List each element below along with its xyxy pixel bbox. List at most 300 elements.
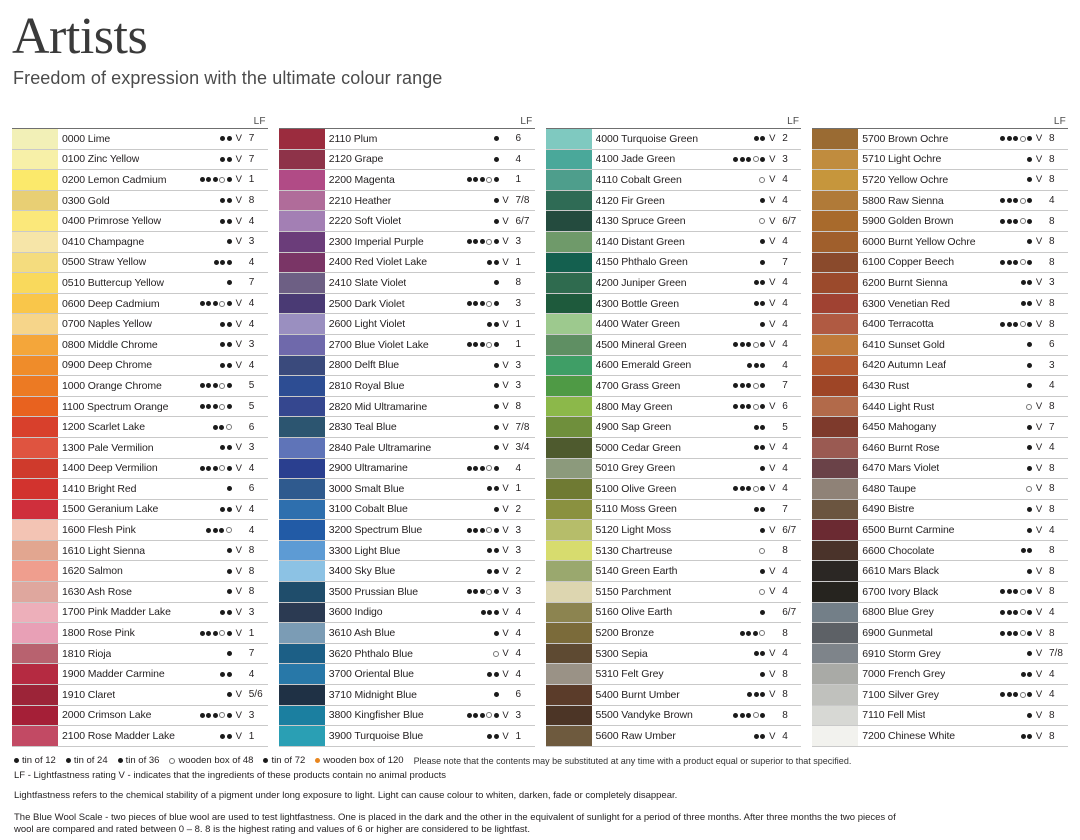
legend-dot-icon: [169, 758, 175, 764]
colour-swatch: [279, 685, 325, 705]
lightfastness-value: 4: [782, 483, 788, 495]
colour-row: [12, 582, 268, 603]
set-availability-dots: [1000, 692, 1032, 698]
colour-row-body: [325, 356, 535, 376]
lightfastness-value: 4: [782, 359, 788, 371]
colour-row: [546, 273, 802, 294]
set-dot-icon: [1013, 219, 1018, 224]
set-availability-dots: [754, 445, 766, 450]
colour-row-meta: [730, 401, 800, 412]
set-availability-dots: [733, 404, 765, 410]
set-dot-icon: [494, 425, 499, 430]
colour-name: 1900 Madder Carmine: [62, 668, 165, 681]
lightfastness-value: 8: [1049, 462, 1055, 474]
set-dot-icon: [1027, 548, 1032, 553]
lightfastness-value: 4: [782, 174, 788, 186]
colour-row-meta: [217, 154, 267, 165]
set-availability-dots: [754, 425, 766, 430]
colour-row-meta: [757, 236, 800, 247]
colour-name: 5010 Grey Green: [595, 462, 676, 475]
set-availability-dots: [733, 712, 765, 718]
colour-row: [279, 397, 535, 418]
set-dot-icon: [760, 280, 765, 285]
colour-row: [812, 438, 1068, 459]
colour-row-body: [325, 314, 535, 334]
set-availability-dots: [467, 712, 499, 718]
set-dot-icon: [760, 734, 765, 739]
set-dot-icon: [467, 239, 472, 244]
lf-column-header: LF: [253, 116, 266, 127]
colour-row: [812, 191, 1068, 212]
set-dot-icon: [220, 734, 225, 739]
lightfastness-value: 6: [515, 133, 522, 145]
colour-row-meta: [217, 607, 267, 618]
colour-row: [12, 356, 268, 377]
set-dot-icon: [486, 712, 492, 718]
colour-name: 3710 Midnight Blue: [328, 688, 417, 701]
set-availability-dots: [1000, 259, 1032, 265]
colour-row-body: [58, 623, 268, 643]
colour-row: [812, 664, 1068, 685]
colour-name: 0900 Deep Chrome: [62, 359, 153, 372]
lightfastness-value: 3: [515, 380, 522, 392]
set-availability-dots: [1027, 363, 1032, 368]
colour-row-meta: [756, 216, 800, 227]
set-dot-icon: [746, 342, 751, 347]
legend-dot-icon: [118, 758, 123, 763]
colour-swatch: [812, 644, 858, 664]
colour-row: [546, 479, 802, 500]
legend-note: Please note that the contents may be substituted at any time with a product equal or superior to that specified.: [413, 755, 852, 766]
set-dot-icon: [219, 528, 224, 533]
colour-swatch: [12, 376, 58, 396]
set-dot-icon: [747, 363, 752, 368]
lightfastness-value: 4: [782, 565, 788, 577]
set-dot-icon: [494, 239, 499, 244]
colour-row-body: [592, 479, 802, 499]
set-availability-dots: [200, 301, 232, 307]
vegan-marker: V: [235, 174, 242, 186]
colour-name: 2100 Rose Madder Lake: [62, 730, 175, 743]
vegan-marker: V: [502, 524, 509, 536]
set-dot-icon: [220, 198, 225, 203]
set-availability-dots: [733, 156, 765, 162]
set-dot-icon: [1013, 322, 1018, 327]
colour-row-meta: [491, 360, 534, 371]
set-dot-icon: [1000, 589, 1005, 594]
set-availability-dots: [754, 507, 766, 512]
colour-row-meta: [756, 586, 800, 597]
colour-row-meta: [484, 257, 534, 268]
set-availability-dots: [747, 363, 765, 368]
vegan-marker: V: [502, 709, 509, 721]
colour-row-body: [592, 623, 802, 643]
set-dot-icon: [1027, 177, 1032, 182]
colour-row-meta: [1018, 298, 1068, 309]
colour-row: [812, 129, 1068, 150]
colour-row-body: [325, 664, 535, 684]
set-dot-icon: [746, 157, 751, 162]
set-availability-dots: [760, 610, 765, 615]
set-availability-dots: [760, 198, 765, 203]
lightfastness-value: 8: [782, 689, 788, 701]
set-dot-icon: [1027, 239, 1032, 244]
colour-row-body: [58, 459, 268, 479]
colour-name: 0600 Deep Cadmium: [62, 297, 160, 310]
lightfastness-value: 4: [515, 606, 522, 618]
page-title: Artists: [12, 8, 148, 65]
colour-swatch: [279, 706, 325, 726]
set-dot-icon: [1021, 548, 1026, 553]
colour-name: 2400 Red Violet Lake: [328, 256, 427, 269]
colour-name: 1910 Claret: [62, 688, 116, 701]
colour-row: [279, 561, 535, 582]
lightfastness-value: 6: [248, 421, 255, 433]
colour-row: [279, 500, 535, 521]
colour-name: 0200 Lemon Cadmium: [62, 173, 167, 186]
set-dot-icon: [1027, 301, 1032, 306]
colour-name: 1700 Pink Madder Lake: [62, 606, 171, 619]
set-dot-icon: [494, 219, 499, 224]
legend-label: tin of 12: [22, 754, 56, 766]
set-dot-icon: [1026, 404, 1032, 410]
colour-row-meta: [757, 566, 800, 577]
colour-row-meta: [484, 669, 534, 680]
colour-row: [12, 541, 268, 562]
set-dot-icon: [1027, 672, 1032, 677]
vegan-marker: V: [1035, 565, 1043, 577]
set-dot-icon: [219, 425, 224, 430]
set-availability-dots: [1021, 301, 1033, 306]
colour-row-meta: [491, 380, 534, 391]
vegan-marker: V: [1035, 133, 1043, 145]
set-dot-icon: [227, 692, 232, 697]
set-dot-icon: [494, 322, 499, 327]
set-availability-dots: [1000, 630, 1032, 636]
set-dot-icon: [213, 301, 218, 306]
colour-row-body: [858, 644, 1068, 664]
colour-row: [546, 170, 802, 191]
set-availability-dots: [494, 383, 499, 388]
colour-row-meta: [1024, 566, 1067, 577]
colour-row-meta: [1024, 422, 1067, 433]
colour-row-meta: [1024, 154, 1067, 165]
colour-columns: [10, 115, 1070, 747]
set-dot-icon: [1020, 630, 1026, 636]
colour-swatch: [12, 232, 58, 252]
colour-row-body: [592, 314, 802, 334]
colour-name: 6470 Mars Violet: [862, 462, 940, 475]
colour-name: 6600 Chocolate: [862, 544, 935, 557]
colour-row: [812, 603, 1068, 624]
colour-name: 2110 Plum: [328, 132, 378, 145]
colour-row: [812, 479, 1068, 500]
colour-swatch: [812, 191, 858, 211]
colour-swatch: [812, 603, 858, 623]
set-dot-icon: [480, 342, 485, 347]
colour-row-meta: [1018, 669, 1068, 680]
colour-row-meta: [1024, 442, 1067, 453]
set-dot-icon: [494, 157, 499, 162]
colour-row-body: [858, 211, 1068, 231]
lightfastness-value: 4: [515, 668, 522, 680]
colour-row-meta: [997, 257, 1067, 268]
vegan-marker: V: [235, 195, 242, 207]
set-dot-icon: [473, 239, 478, 244]
set-dot-icon: [467, 177, 472, 182]
colour-row: [546, 541, 802, 562]
set-availability-dots: [1000, 609, 1032, 615]
colour-row-body: [325, 335, 535, 355]
vegan-marker: V: [769, 462, 776, 474]
colour-name: 2830 Teal Blue: [328, 421, 397, 434]
set-dot-icon: [227, 507, 232, 512]
set-availability-dots: [493, 651, 499, 657]
colour-swatch: [812, 726, 858, 746]
legend-dot-icon: [14, 758, 19, 763]
colour-row-meta: [217, 731, 267, 742]
vegan-marker: V: [502, 401, 509, 413]
colour-row: [279, 376, 535, 397]
colour-row: [812, 623, 1068, 644]
set-dot-icon: [759, 589, 765, 595]
colour-name: 6000 Burnt Yellow Ochre: [862, 235, 976, 248]
colour-row-body: [592, 644, 802, 664]
set-dot-icon: [494, 198, 499, 203]
set-dot-icon: [494, 569, 499, 574]
colour-row: [812, 314, 1068, 335]
colour-row-body: [592, 150, 802, 170]
lightfastness-value: 5: [248, 380, 255, 392]
colour-name: 5200 Bronze: [595, 627, 654, 640]
lightfastness-value: 7: [248, 153, 255, 165]
set-dot-icon: [760, 198, 765, 203]
colour-row-body: [325, 129, 535, 149]
vegan-marker: V: [1035, 606, 1043, 618]
set-availability-dots: [200, 630, 232, 636]
colour-row: [279, 706, 535, 727]
colour-row-body: [858, 150, 1068, 170]
lightfastness-value: 3: [248, 606, 255, 618]
colour-row: [546, 150, 802, 171]
colour-row-body: [592, 170, 802, 190]
set-availability-dots: [467, 239, 499, 245]
lightfastness-value: 4: [515, 627, 522, 639]
set-dot-icon: [227, 610, 232, 615]
colour-row-body: [858, 623, 1068, 643]
legend-dot-icon: [263, 758, 268, 763]
colour-row-meta: [1018, 277, 1068, 288]
colour-name: 1600 Flesh Pink: [62, 524, 136, 537]
colour-row: [12, 150, 268, 171]
colour-name: 1620 Salmon: [62, 565, 123, 578]
colour-row: [12, 623, 268, 644]
vegan-marker: V: [502, 256, 509, 268]
colour-swatch: [12, 356, 58, 376]
set-dot-icon: [1020, 218, 1026, 224]
lightfastness-value: 7: [248, 277, 255, 289]
colour-name: 3610 Ash Blue: [328, 627, 396, 640]
set-dot-icon: [227, 466, 232, 471]
set-dot-icon: [1007, 589, 1012, 594]
vegan-marker: V: [235, 709, 242, 721]
colour-row: [12, 170, 268, 191]
colour-row-body: [592, 664, 802, 684]
vegan-marker: V: [1035, 689, 1043, 701]
colour-rows: [812, 128, 1068, 747]
colour-row: [546, 232, 802, 253]
set-dot-icon: [486, 177, 492, 183]
set-dot-icon: [1027, 651, 1032, 656]
colour-row: [279, 232, 535, 253]
lightfastness-value: 3: [248, 339, 255, 351]
colour-row-meta: [491, 195, 534, 206]
set-dot-icon: [494, 466, 499, 471]
lightfastness-value: 7: [248, 133, 255, 145]
colour-row: [546, 726, 802, 747]
lightfastness-value: 8: [782, 709, 788, 721]
colour-row-body: [58, 726, 268, 746]
colour-row-meta: [997, 216, 1067, 227]
colour-swatch: [12, 582, 58, 602]
set-dot-icon: [760, 404, 765, 409]
colour-name: 2820 Mid Ultramarine: [328, 400, 428, 413]
colour-row-meta: [1023, 483, 1067, 494]
set-dot-icon: [1007, 692, 1012, 697]
colour-swatch: [279, 129, 325, 149]
colour-row-body: [592, 129, 802, 149]
set-availability-dots: [214, 260, 232, 265]
set-availability-dots: [487, 322, 499, 327]
vegan-marker: V: [769, 215, 776, 227]
set-availability-dots: [200, 177, 232, 183]
set-dot-icon: [486, 465, 492, 471]
set-dot-icon: [473, 301, 478, 306]
colour-name: 3700 Oriental Blue: [328, 668, 414, 681]
lightfastness-value: 1: [515, 483, 522, 495]
colour-name: 3300 Light Blue: [328, 544, 401, 557]
colour-name: 1800 Rose Pink: [62, 627, 135, 640]
colour-row: [812, 561, 1068, 582]
set-dot-icon: [740, 342, 745, 347]
lightfastness-value: 4: [248, 524, 255, 536]
colour-row-body: [858, 726, 1068, 746]
colour-row-meta: [464, 236, 534, 247]
colour-row: [812, 644, 1068, 665]
set-dot-icon: [220, 219, 225, 224]
lightfastness-value: 3: [248, 236, 255, 248]
colour-row-meta: [464, 586, 534, 597]
colour-row: [279, 417, 535, 438]
set-dot-icon: [760, 260, 765, 265]
colour-name: 4700 Grass Green: [595, 379, 681, 392]
set-dot-icon: [226, 424, 232, 430]
colour-swatch: [12, 500, 58, 520]
vegan-marker: V: [235, 236, 242, 248]
lightfastness-value: 6/7: [515, 215, 530, 227]
colour-column: [812, 115, 1068, 747]
set-availability-dots: [494, 198, 499, 203]
colour-row-meta: [757, 257, 800, 268]
lightfastness-value: 3: [1049, 359, 1055, 371]
set-dot-icon: [1026, 486, 1032, 492]
set-dot-icon: [1027, 280, 1032, 285]
colour-name: 1000 Orange Chrome: [62, 379, 162, 392]
colour-row: [812, 253, 1068, 274]
set-dot-icon: [200, 713, 205, 718]
colour-row-meta: [730, 710, 800, 721]
colour-row-body: [58, 417, 268, 437]
colour-name: 6800 Blue Grey: [862, 606, 934, 619]
set-dot-icon: [760, 445, 765, 450]
set-availability-dots: [1027, 528, 1032, 533]
set-dot-icon: [1027, 136, 1032, 141]
vegan-marker: V: [1035, 503, 1043, 515]
set-availability-dots: [760, 260, 765, 265]
set-dot-icon: [760, 507, 765, 512]
colour-name: 5600 Raw Umber: [595, 730, 676, 743]
colour-row-meta: [1024, 648, 1067, 659]
vegan-marker: V: [1035, 442, 1043, 454]
colour-name: 4000 Turquoise Green: [595, 132, 698, 145]
set-availability-dots: [467, 177, 499, 183]
set-dot-icon: [467, 589, 472, 594]
colour-row-body: [858, 397, 1068, 417]
colour-name: 2800 Delft Blue: [328, 359, 400, 372]
colour-row-meta: [751, 504, 801, 515]
set-dot-icon: [1000, 198, 1005, 203]
set-dot-icon: [1013, 610, 1018, 615]
colour-swatch: [546, 479, 592, 499]
colour-name: 0000 Lime: [62, 132, 111, 145]
set-availability-dots: [494, 363, 499, 368]
colour-swatch: [546, 253, 592, 273]
lightfastness-value: 8: [1049, 627, 1055, 639]
colour-row: [546, 356, 802, 377]
colour-row-body: [858, 438, 1068, 458]
colour-row-meta: [197, 380, 267, 391]
set-availability-dots: [467, 301, 499, 307]
vegan-marker: V: [235, 153, 242, 165]
colour-name: 4120 Fir Green: [595, 194, 665, 207]
vegan-marker: V: [1035, 174, 1043, 186]
set-dot-icon: [227, 589, 232, 594]
colour-row: [12, 561, 268, 582]
colour-row-body: [592, 211, 802, 231]
colour-row-body: [858, 314, 1068, 334]
colour-name: 6400 Terracotta: [862, 318, 934, 331]
set-availability-dots: [1027, 425, 1032, 430]
lightfastness-value: 4: [1049, 380, 1055, 392]
page-subtitle: Freedom of expression with the ultimate colour range: [13, 68, 443, 88]
colour-row-meta: [491, 401, 534, 412]
set-availability-dots: [220, 445, 232, 450]
lightfastness-value: 8: [248, 586, 255, 598]
colour-row-meta: [217, 195, 267, 206]
set-dot-icon: [740, 404, 745, 409]
colour-row-body: [858, 356, 1068, 376]
vegan-marker: V: [769, 442, 776, 454]
lightfastness-value: 6/7: [782, 606, 797, 618]
set-dot-icon: [760, 239, 765, 244]
colour-row-body: [58, 644, 268, 664]
colour-row-body: [325, 170, 535, 190]
colour-row-body: [325, 561, 535, 581]
colour-name: 0510 Buttercup Yellow: [62, 276, 164, 289]
colour-row-body: [58, 561, 268, 581]
colour-row-body: [325, 603, 535, 623]
colour-swatch: [12, 438, 58, 458]
